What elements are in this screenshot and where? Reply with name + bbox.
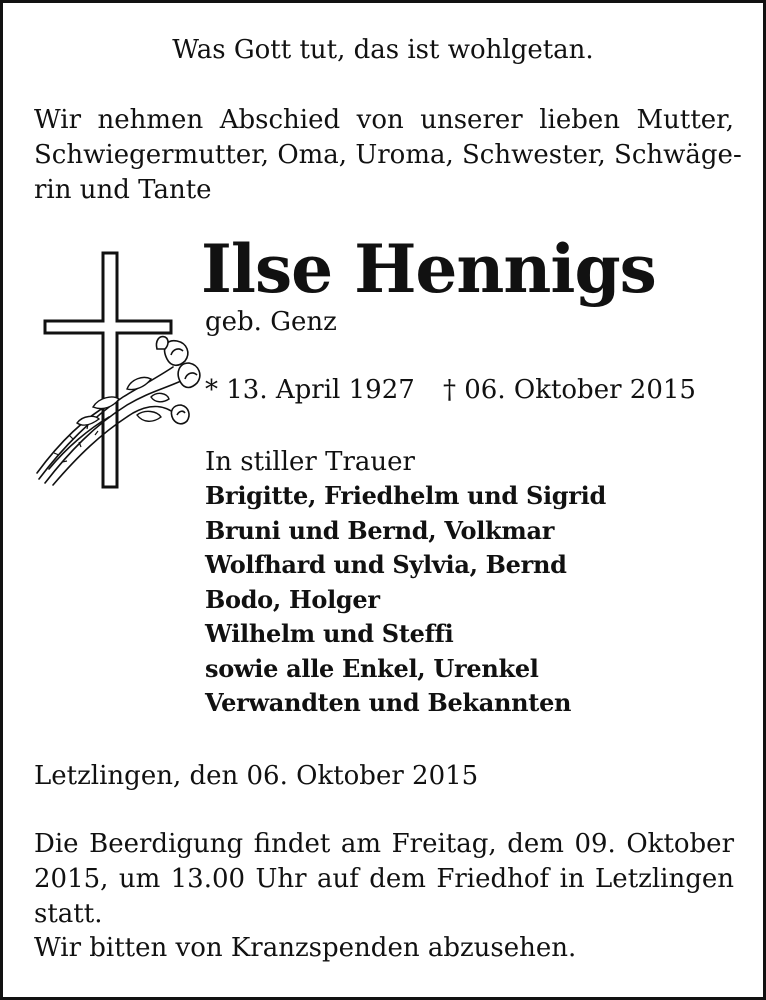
place-date: Letzlingen, den 06. Oktober 2015	[34, 761, 479, 791]
survivor-line: Bruni und Bernd, Volkmar	[205, 515, 555, 545]
cross-with-roses-icon	[33, 247, 203, 497]
survivors-list	[205, 479, 606, 721]
death-date: † 06. Oktober 2015	[443, 375, 696, 405]
mourning-phrase: In stiller Trauer	[205, 447, 415, 477]
wreath-note: Wir bitten von Kranzspenden abzusehen.	[34, 933, 577, 963]
survivor-line: Bodo, Holger	[205, 584, 380, 614]
survivor-line: Brigitte, Friedhelm und Sigrid	[205, 481, 606, 510]
survivor-line: sowie alle Enkel, Urenkel	[205, 653, 539, 683]
survivor-line: Wilhelm und Steffi	[205, 619, 454, 648]
funeral-line: Die Beerdigung findet am Freitag, dem 09. Oktober	[34, 829, 734, 859]
funeral-line: 2015, um 13.00 Uhr auf dem Friedhof in Letzlingen	[34, 864, 734, 894]
maiden-name: geb. Genz	[205, 307, 337, 337]
survivor-line: Wolfhard und Sylvia, Bernd	[205, 550, 567, 579]
funeral-paragraph	[34, 827, 734, 932]
intro-paragraph	[34, 103, 742, 208]
motto: Was Gott tut, das ist wohlgetan.	[172, 35, 594, 65]
intro-line: rin und Tante	[34, 175, 212, 205]
deceased-name: Ilse Hennigs	[201, 230, 656, 308]
birth-date: * 13. April 1927	[205, 375, 415, 405]
intro-line: Wir nehmen Abschied von unserer lieben Mutter,	[34, 105, 734, 135]
survivor-line: Verwandten und Bekannten	[205, 688, 572, 717]
funeral-line: statt.	[34, 899, 103, 929]
intro-line: Schwiegermutter, Oma, Uroma, Schwester, Schwäge-	[34, 140, 742, 170]
